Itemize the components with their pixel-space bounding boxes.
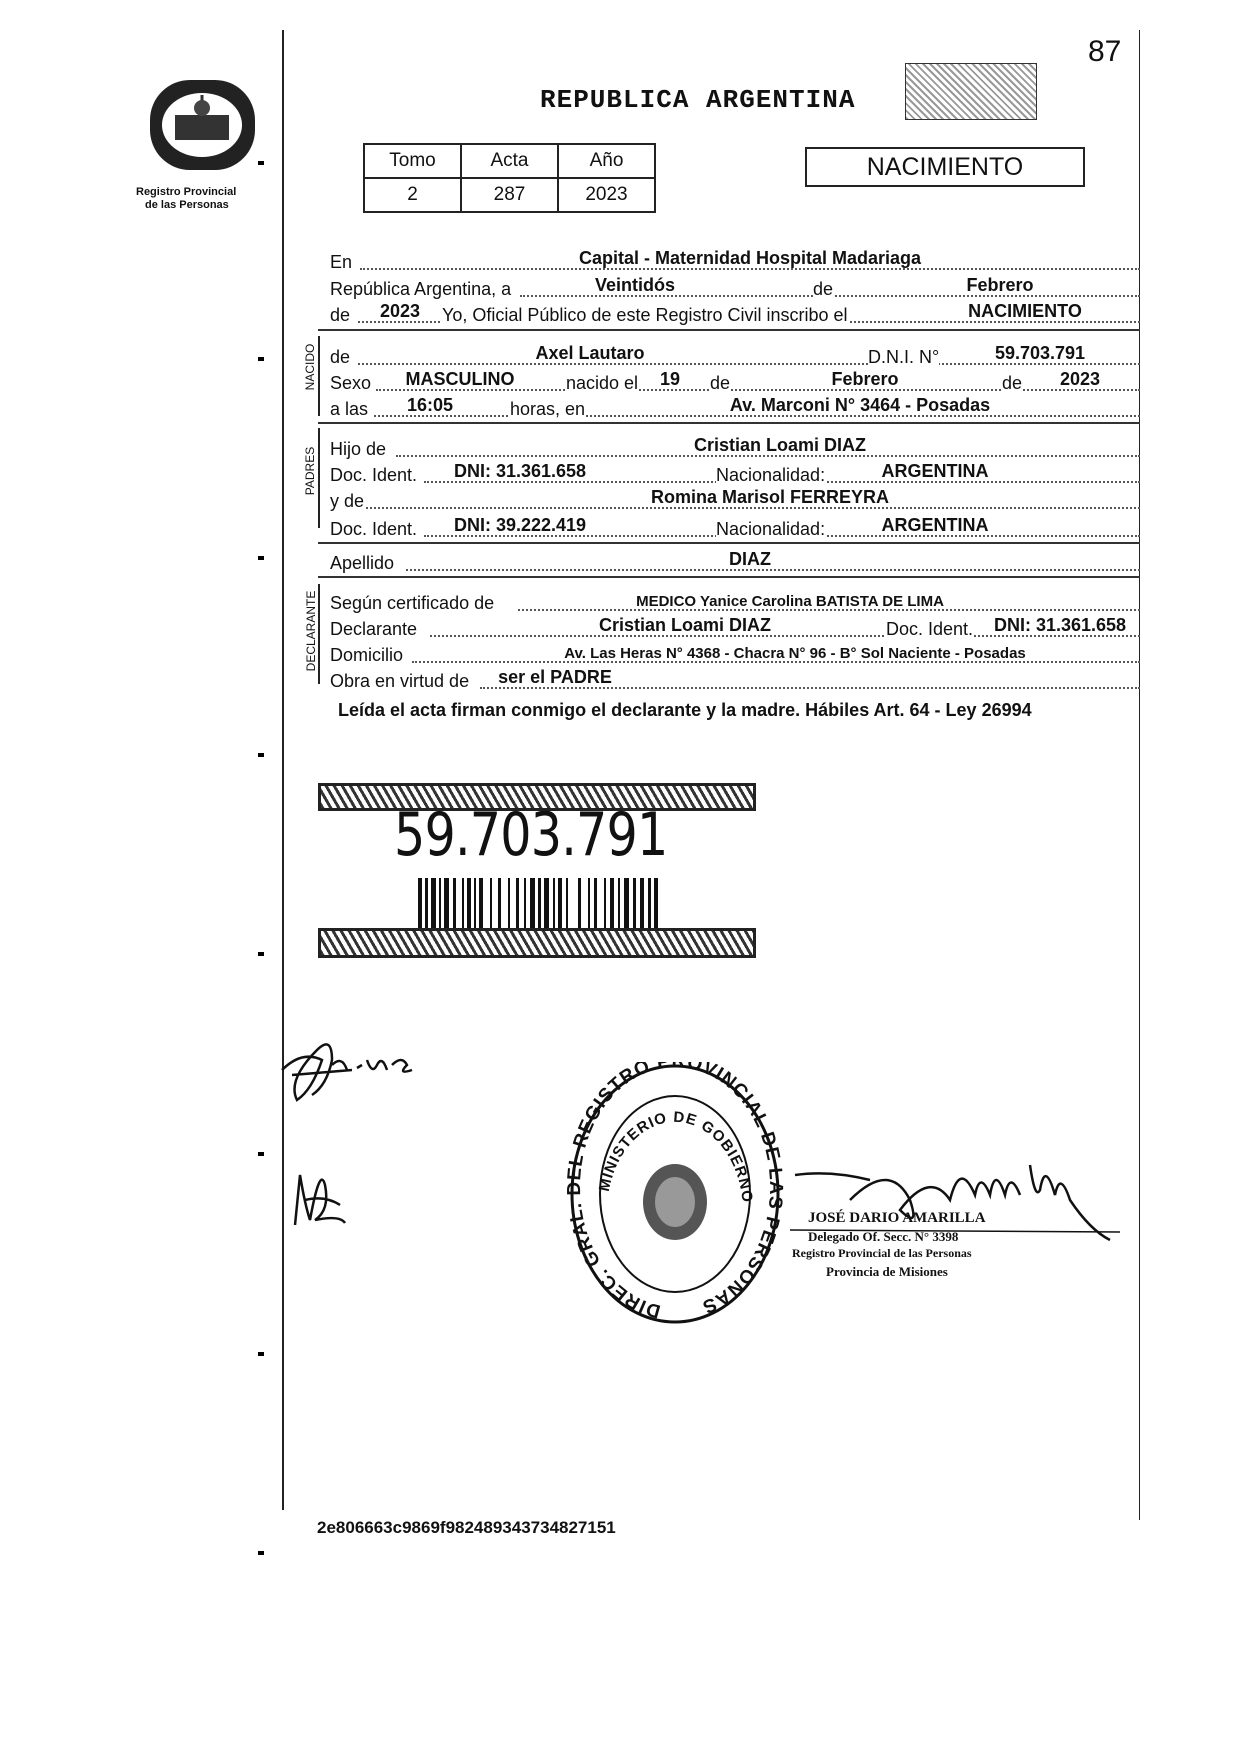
madre-signature [285,1155,360,1235]
tomo-value: 2 [364,178,461,212]
nombre-value: Axel Lautaro [535,343,645,363]
row-nombre [330,342,1140,368]
label-doc-ident: Doc. Ident. [330,519,418,539]
label-doc-ident: Doc. Ident. [886,619,974,639]
page-number: 87 [1088,35,1122,68]
label-republica: República Argentina, a [330,279,512,299]
official-name: JOSÉ DARIO AMARILLA [808,1210,986,1226]
acta-value: 287 [461,178,558,212]
security-stamp [905,63,1037,120]
barcode [418,878,658,928]
label-yo: Yo, Oficial Público de este Registro Civil inscribo el [442,305,848,325]
document-hash: 2e806663c9869f982489343734827151 [317,1518,616,1537]
mes-value: Febrero [966,275,1034,295]
label-domicilio: Domicilio [330,645,404,665]
signature-note: Leída el acta firman conmigo el declarante y la madre. Hábiles Art. 64 - Ley 26994 [338,700,1032,720]
anio-value-text: 2023 [379,301,421,321]
left-margin-line [282,30,284,1510]
row-apellido [330,548,1140,574]
label-sexo: Sexo [330,373,372,393]
obra-value: ser el PADRE [498,667,612,687]
section-divider [318,576,1140,578]
label-horas-en: horas, en [510,399,586,419]
anio-nac-value: 2023 [1059,369,1101,389]
label-nacionalidad: Nacionalidad: [716,465,826,485]
col-header-acta: Acta [461,144,558,178]
lugar-value: Capital - Maternidad Hospital Madariaga [578,248,922,268]
tipo-value: NACIMIENTO [968,301,1082,321]
label-hijo-de: Hijo de [330,439,387,459]
row-anio [330,300,1140,326]
col-header-anio: Año [558,144,655,178]
madre-value: Romina Marisol FERREYRA [650,487,890,507]
side-label-declarante: DECLARANTE [304,590,318,672]
margin-tick [258,952,264,956]
dni-value: 59.703.791 [994,343,1086,363]
section-divider [318,542,1140,544]
row-hora [330,394,1140,420]
row-declarante [330,614,1140,640]
label-doc-ident: Doc. Ident. [330,465,418,485]
dia-value: 19 [659,369,681,389]
apellido-value: DIAZ [729,549,771,569]
hora-value: 16:05 [406,395,454,415]
padre-dni-value: DNI: 31.361.658 [453,461,587,481]
madre-nac-value: ARGENTINA [881,515,989,535]
section-divider [318,422,1140,424]
country-title: REPUBLICA ARGENTINA [540,85,856,115]
label-segun: Según certificado de [330,593,495,613]
anio-value: 2023 [558,178,655,212]
record-table [363,143,656,213]
label-apellido: Apellido [330,553,395,573]
label-de-name: de [330,347,351,367]
label-en: En [330,252,353,272]
label-dni: D.N.I. N° [868,347,940,367]
row-padre [330,434,1140,460]
official-registry: Registro Provincial de las Personas [792,1246,972,1260]
declarante-bracket [318,584,320,684]
label-a-las: a las [330,399,369,419]
padre-value: Cristian Loami DIAZ [693,435,867,455]
margin-tick [258,357,264,361]
section-divider [318,329,1140,331]
logo-caption-2: de las Personas [145,199,229,211]
side-label-nacido: NACIDO [303,343,317,391]
margin-tick [258,1152,264,1156]
mes-nac-value: Febrero [831,369,899,389]
label-de3: de [1002,373,1023,393]
barcode-number: 59.703.791 [394,800,668,870]
row-certificado [330,588,1140,614]
official-seal [565,1062,785,1327]
label-de2: de [710,373,731,393]
declarante-value: Cristian Loami DIAZ [598,615,772,635]
margin-tick [258,1551,264,1555]
declarante-dni-value: DNI: 31.361.658 [993,615,1127,635]
label-y-de: y de [330,491,365,511]
label-de-year: de [330,305,351,325]
col-header-tomo: Tomo [364,144,461,178]
label-de-mes: de [813,279,834,299]
margin-tick [258,1352,264,1356]
row-fecha [330,274,1140,300]
seal-outer-text: DIREC. GRAL. DEL REGISTRO P OVINCIAL DE LAS PERSONAS [565,1062,785,1322]
row-madre-doc [330,514,1140,540]
row-lugar [330,247,1140,273]
registry-logo [145,70,260,180]
padre-nac-value: ARGENTINA [881,461,989,481]
side-label-padres: PADRES [303,446,317,496]
official-role: Delegado Of. Secc. N° 3398 [808,1229,959,1244]
label-nacionalidad: Nacionalidad: [716,519,826,539]
certificado-value: MEDICO Yanice Carolina BATISTA DE LIMA [636,593,944,610]
logo-caption-1: Registro Provincial [136,186,237,198]
sexo-value: MASCULINO [405,369,515,389]
padres-bracket [318,428,320,528]
row-obra [330,666,1140,692]
nacido-bracket [318,336,320,416]
direccion-value: Av. Marconi N° 3464 - Posadas [729,395,991,415]
row-sexo [330,368,1140,394]
record-type-box: NACIMIENTO [805,147,1085,187]
seal-inner-text: MINISTERIO DE GOBIERNO [595,1108,756,1204]
row-padre-doc [330,460,1140,486]
label-declarante: Declarante [330,619,418,639]
declarante-signature [272,1030,442,1110]
madre-dni-value: DNI: 39.222.419 [453,515,587,535]
official-province: Provincia de Misiones [826,1264,948,1279]
margin-tick [258,556,264,560]
row-madre [330,486,1140,512]
dia-texto-value: Veintidós [594,275,675,295]
margin-tick [258,753,264,757]
row-domicilio [330,640,1140,666]
label-nacido: nacido el [566,373,639,393]
barcode-bottom-pattern [318,928,756,958]
label-obra: Obra en virtud de [330,671,470,691]
domicilio-value: Av. Las Heras N° 4368 - Chacra N° 96 - B° Sol Naciente - Posadas [564,645,1026,662]
